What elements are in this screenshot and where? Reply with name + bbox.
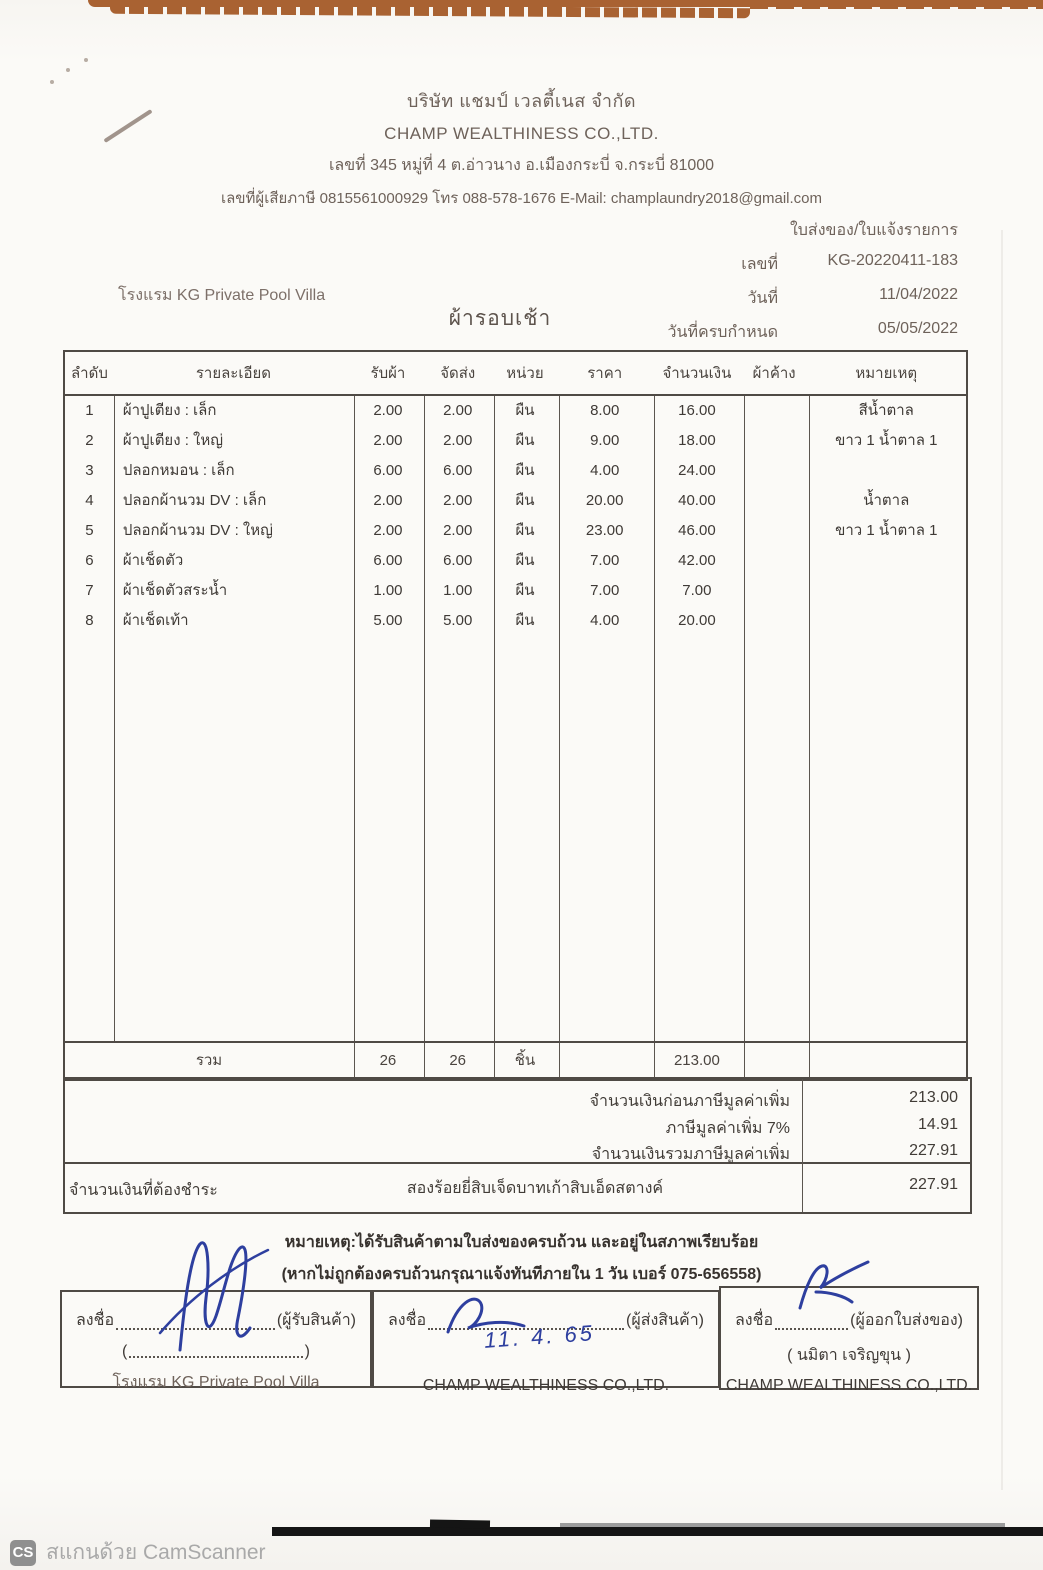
note-line-1: หมายเหตุ:ได้รับสินค้าตามใบส่งของครบถ้วน และอยู่ในสภาพเรียบร้อย [284, 1234, 759, 1251]
col-header-unit: หน่วย [506, 365, 544, 382]
vat-value: 14.91 [917, 1116, 958, 1133]
signer-org: CHAMP WEALTHINESS CO.,LTD. [725, 1377, 973, 1394]
cell-no: 4 [85, 492, 94, 509]
ink-dot [84, 58, 88, 62]
cell-no: 5 [85, 522, 94, 539]
cell-received: 2.00 [373, 492, 403, 509]
company-address: เลขที่ 345 หมู่ที่ 4 ต.อ่าวนาง อ.เมืองกระบี่ จ.กระบี่ 81000 [328, 157, 715, 174]
col-header-delivered: จัดส่ง [440, 365, 476, 382]
cell-remarks: ขาว 1 น้ำตาล 1 [835, 522, 938, 539]
sign-label: ลงชื่อ [76, 1312, 115, 1329]
doc-date-value: 11/04/2022 [879, 286, 958, 303]
summary-divider [802, 1079, 803, 1162]
doc-date-label: วันที่ [747, 290, 778, 307]
total-label: รวม [195, 1052, 223, 1069]
total-incl-vat-value: 227.91 [909, 1142, 958, 1159]
total-unit: ชิ้น [514, 1052, 536, 1069]
sign-label: ลงชื่อ [735, 1312, 774, 1329]
table-row [65, 396, 966, 426]
grid-line [354, 1043, 355, 1079]
cell-delivered: 2.00 [443, 402, 473, 419]
grid-line [809, 396, 810, 1041]
before-vat-label: จำนวนเงินก่อนภาษีมูลค่าเพิ่ม [589, 1093, 790, 1110]
table-row [65, 456, 966, 486]
grid-line [744, 396, 745, 1041]
cell-received: 2.00 [373, 402, 403, 419]
cell-pending [742, 486, 807, 516]
total-received: 26 [379, 1052, 397, 1069]
cell-no: 7 [85, 582, 94, 599]
note-line-2: (หากไม่ถูกต้องครบถ้วนกรุณาแจ้งทันทีภายใน 1 วัน เบอร์ 075-656558) [281, 1266, 762, 1283]
cell-remarks: สีน้ำตาล [858, 402, 914, 419]
grid-line [744, 1043, 745, 1079]
table-row [65, 426, 966, 456]
cell-received: 1.00 [373, 582, 403, 599]
cell-description: ผ้าเช็ดตัว [122, 552, 184, 569]
paper-crease [1001, 230, 1003, 1490]
cell-pending [742, 516, 807, 546]
table-body-rows [65, 396, 966, 636]
cell-pending [742, 546, 807, 576]
dotted-line [129, 1346, 302, 1358]
cell-pending [742, 456, 807, 486]
cell-delivered: 2.00 [443, 522, 473, 539]
cell-received: 6.00 [373, 462, 403, 479]
cell-description: ปลอกผ้านวม DV : เล็ก [122, 492, 267, 509]
signer-org: CHAMP WEALTHINESS CO.,LTD. [422, 1377, 670, 1394]
total-pending-empty [742, 1043, 807, 1079]
doc-duedate-value: 05/05/2022 [877, 320, 958, 337]
signer-role: (ผู้ออกใบส่งของ) [850, 1312, 963, 1329]
items-table [63, 350, 968, 1081]
customer-name: โรงแรม KG Private Pool Villa [118, 287, 326, 304]
company-name-thai: บริษัท แชมป์ เวลตี้เนส จำกัด [406, 91, 637, 111]
cell-price: 4.00 [590, 462, 620, 479]
cell-amount: 42.00 [678, 552, 716, 569]
cell-no: 1 [85, 402, 94, 419]
cell-unit: ผืน [515, 552, 535, 569]
cell-price: 7.00 [590, 582, 620, 599]
table-row [65, 546, 966, 576]
cell-received: 6.00 [373, 552, 403, 569]
company-tax-phone-email: เลขที่ผู้เสียภาษี 0815561000929 โทร 088-578-1676 E-Mail: champlaundry2018@gmail.com [220, 190, 823, 207]
grid-line [559, 1043, 560, 1079]
cell-delivered: 2.00 [443, 492, 473, 509]
cell-remarks [807, 546, 966, 576]
grid-line [114, 396, 115, 1041]
company-name-english: CHAMP WEALTHINESS CO.,LTD. [384, 124, 659, 143]
dotted-line [116, 1318, 275, 1330]
signer-name: ( นมิตา เจริญขุน ) [787, 1347, 911, 1364]
camscanner-footer [10, 1536, 266, 1569]
scan-edge-black [272, 1527, 1043, 1536]
cell-delivered: 5.00 [443, 612, 473, 629]
signer-role: (ผู้รับสินค้า) [276, 1312, 356, 1329]
notes [0, 1230, 1043, 1287]
cell-price: 8.00 [590, 402, 620, 419]
grid-line [654, 396, 655, 1041]
cell-delivered: 6.00 [443, 552, 473, 569]
dotted-line [775, 1318, 848, 1330]
cell-delivered: 1.00 [443, 582, 473, 599]
table-row [65, 576, 966, 606]
cell-unit: ผืน [515, 582, 535, 599]
total-remarks-empty [807, 1043, 966, 1079]
grid-line [424, 1043, 425, 1079]
cell-description: ปลอกผ้านวม DV : ใหญ่ [122, 522, 273, 539]
table-row [65, 606, 966, 636]
col-header-received: รับผ้า [370, 365, 406, 382]
cell-price: 7.00 [590, 552, 620, 569]
cell-amount: 18.00 [678, 432, 716, 449]
cell-remarks: น้ำตาล [863, 492, 910, 509]
cell-no: 8 [85, 612, 94, 629]
cell-delivered: 2.00 [443, 432, 473, 449]
cell-unit: ผืน [515, 612, 535, 629]
doc-number-label: เลขที่ [741, 256, 778, 273]
cell-description: ผ้าปูเตียง : เล็ก [122, 402, 217, 419]
document-title: ผ้ารอบเช้า [448, 307, 552, 330]
cell-received: 2.00 [373, 432, 403, 449]
grid-line [809, 1043, 810, 1079]
cell-no: 3 [85, 462, 94, 479]
grid-line [354, 396, 355, 1041]
table-row [65, 516, 966, 546]
col-header-price: ราคา [587, 365, 623, 382]
total-incl-vat-label: จำนวนเงินรวมภาษีมูลค่าเพิ่ม [591, 1146, 790, 1163]
cell-price: 9.00 [590, 432, 620, 449]
cell-description: ผ้าเช็ดเท้า [122, 612, 189, 629]
ink-dot [66, 68, 70, 72]
table-body [63, 396, 968, 1043]
sign-label: ลงชื่อ [388, 1312, 427, 1329]
scan-edge-notch [430, 1519, 490, 1528]
cell-price: 20.00 [585, 492, 624, 509]
amount-due-box [63, 1160, 972, 1214]
grid-line [494, 396, 495, 1041]
grid-line [654, 1043, 655, 1079]
total-price-empty [557, 1043, 652, 1079]
cell-pending [742, 576, 807, 606]
cell-received: 5.00 [373, 612, 403, 629]
torn-paper-dashes [750, 2, 1043, 9]
doc-number-value: KG-20220411-183 [827, 252, 958, 269]
cell-unit: ผืน [515, 492, 535, 509]
cell-no: 2 [85, 432, 94, 449]
vat-label: ภาษีมูลค่าเพิ่ม 7% [665, 1120, 790, 1137]
total-amount: 213.00 [673, 1052, 720, 1069]
cell-price: 4.00 [590, 612, 620, 629]
cell-amount: 40.00 [678, 492, 716, 509]
cell-remarks: ขาว 1 น้ำตาล 1 [835, 432, 938, 449]
signature-box-issuer [719, 1286, 979, 1394]
signature-box-sender [372, 1290, 720, 1394]
ink-dot [50, 80, 54, 84]
cell-pending [742, 606, 807, 636]
company-header [0, 86, 1043, 210]
total-delivered: 26 [449, 1052, 467, 1069]
camscanner-icon: CS [10, 1540, 36, 1566]
amount-due-label: จำนวนเงินที่ต้องชำระ [69, 1182, 218, 1199]
amount-due-value: 227.91 [909, 1176, 958, 1193]
col-header-pending: ผ้าค้าง [752, 365, 796, 382]
table-row [65, 486, 966, 516]
paren-close: ) [304, 1343, 310, 1360]
handwritten-date: 11. 4. 65 [483, 1320, 596, 1353]
cell-no: 6 [85, 552, 94, 569]
signer-org: โรงแรม KG Private Pool Villa [112, 1374, 320, 1391]
cell-unit: ผืน [515, 402, 535, 419]
cell-amount: 24.00 [678, 462, 716, 479]
cell-received: 2.00 [373, 522, 403, 539]
col-header-remarks: หมายเหตุ [855, 365, 918, 382]
cell-amount: 7.00 [682, 582, 712, 599]
cell-unit: ผืน [515, 462, 535, 479]
amount-in-words: สองร้อยยี่สิบเจ็ดบาทเก้าสิบเอ็ดสตางค์ [406, 1180, 664, 1197]
col-header-amount: จำนวนเงิน [662, 365, 732, 382]
signature-box-receiver [60, 1290, 372, 1391]
cell-pending [742, 396, 807, 426]
cell-amount: 20.00 [678, 612, 716, 629]
amount-due-divider [802, 1160, 803, 1212]
cell-remarks [807, 456, 966, 486]
cell-unit: ผืน [515, 522, 535, 539]
cell-description: ผ้าเช็ดตัวสระน้ำ [122, 582, 228, 599]
cell-amount: 46.00 [678, 522, 716, 539]
camscanner-text: สแกนด้วย CamScanner [46, 1541, 266, 1564]
grid-line [424, 396, 425, 1041]
col-header-no: ลำดับ [70, 365, 108, 382]
cell-price: 23.00 [585, 522, 624, 539]
cell-description: ผ้าปูเตียง : ใหญ่ [122, 432, 224, 449]
table-header-row [63, 350, 968, 396]
paren-open: ( [122, 1343, 128, 1360]
cell-unit: ผืน [515, 432, 535, 449]
document-type: ใบส่งของ/ใบแจ้งรายการ [789, 222, 958, 239]
grid-line [559, 396, 560, 1041]
cell-description: ปลอกหมอน : เล็ก [122, 462, 235, 479]
cell-delivered: 6.00 [443, 462, 473, 479]
doc-duedate-label: วันที่ครบกำหนด [667, 324, 778, 341]
cell-pending [742, 426, 807, 456]
summary-box [63, 1077, 972, 1164]
cell-remarks [807, 576, 966, 606]
signer-role: (ผู้ส่งสินค้า) [626, 1312, 704, 1329]
cell-remarks [807, 606, 966, 636]
col-header-description: รายละเอียด [195, 365, 272, 382]
grid-line [494, 1043, 495, 1079]
before-vat-value: 213.00 [909, 1089, 958, 1106]
cell-amount: 16.00 [678, 402, 716, 419]
table-total-row [63, 1043, 968, 1081]
